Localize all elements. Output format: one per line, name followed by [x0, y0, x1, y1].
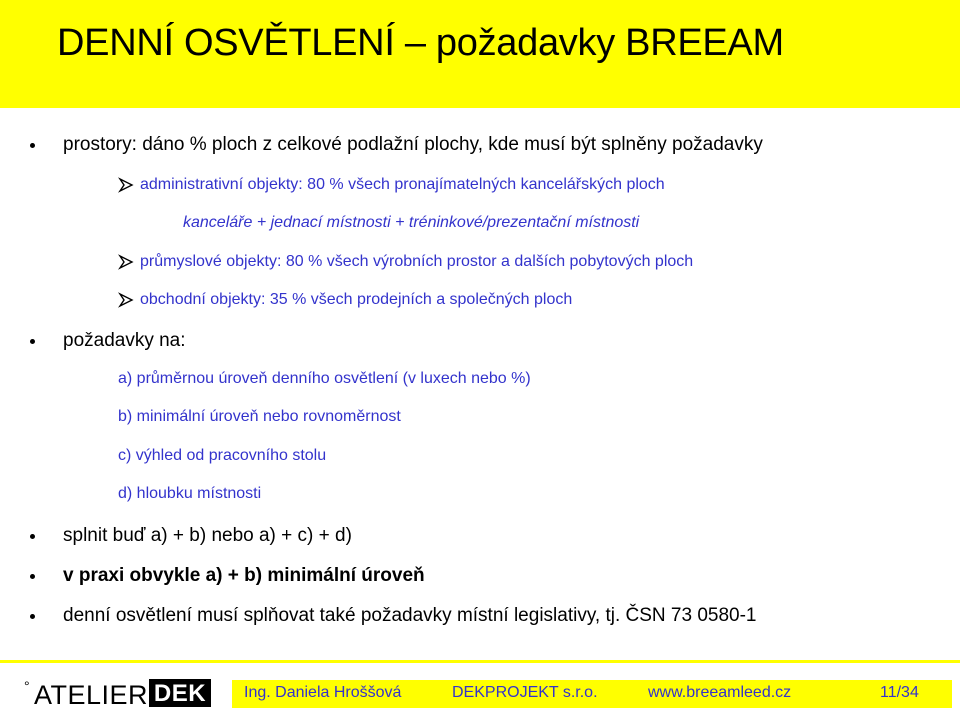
footer-page-number: 11/34: [880, 684, 919, 701]
bullet-text: splnit buď a) + b) nebo a) + c) + d): [63, 525, 352, 546]
bullet-text: požadavky na:: [63, 330, 186, 351]
requirement-b: b) minimální úroveň nebo rovnoměrnost: [118, 408, 401, 425]
bullet-dot: [30, 143, 35, 148]
logo-dek-box: DEK: [149, 679, 211, 707]
arrow-bullet-icon: [118, 177, 134, 193]
bullet-dot: [30, 339, 35, 344]
footer-rule: [0, 660, 960, 663]
sub-item-text: průmyslové objekty: 80 % všech výrobních prostor a dalších pobytových ploch: [140, 253, 694, 270]
footer-company: DEKPROJEKT s.r.o.: [452, 684, 598, 701]
sub-item-kancelare: kanceláře + jednací místnosti + tréninkové/prezentační místnosti: [183, 214, 640, 231]
footer-website: www.breeamleed.cz: [648, 684, 792, 701]
sub-item-text: administrativní objekty: 80 % všech pronajímatelných kancelářských ploch: [140, 176, 665, 193]
bullet-dot: [30, 614, 35, 619]
slide-title: DENNÍ OSVĚTLENÍ – požadavky BREEAM: [57, 22, 784, 64]
logo-degree: °: [24, 678, 30, 694]
arrow-bullet-icon: [118, 254, 134, 270]
bullet-text: v praxi obvykle a) + b) minimální úroveň: [63, 565, 425, 586]
footer-author: Ing. Daniela Hroššová: [244, 684, 402, 701]
logo-atelier-text: ATELIER: [34, 680, 149, 710]
bullet-dot: [30, 534, 35, 539]
bullet-dot: [30, 574, 35, 579]
requirement-a: a) průměrnou úroveň denního osvětlení (v luxech nebo %): [118, 370, 531, 387]
arrow-bullet-icon: [118, 292, 134, 308]
bullet-text: prostory: dáno % ploch z celkové podlažní plochy, kde musí být splněny požadavky: [63, 134, 763, 155]
requirement-c: c) výhled od pracovního stolu: [118, 447, 327, 464]
atelier-dek-logo: [24, 678, 224, 708]
sub-item-text: obchodní objekty: 35 % všech prodejních a společných ploch: [140, 291, 573, 308]
requirement-d: d) hloubku místnosti: [118, 485, 262, 502]
bullet-text: denní osvětlení musí splňovat také požadavky místní legislativy, tj. ČSN 73 0580-1: [63, 605, 757, 626]
